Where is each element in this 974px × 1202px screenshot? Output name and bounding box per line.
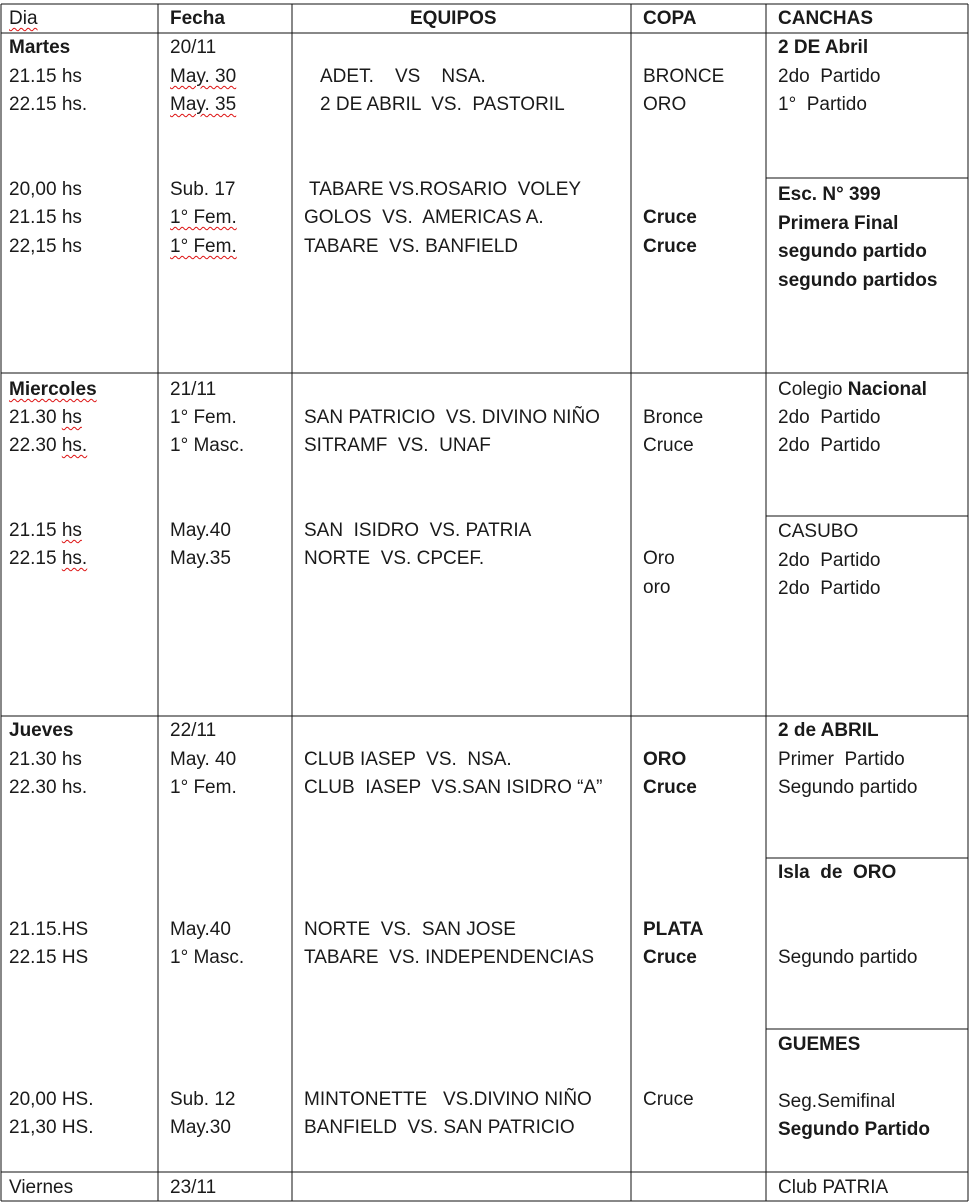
partido: SITRAMF VS. UNAF [304, 435, 491, 456]
copa: ORO [643, 94, 687, 115]
cancha-jueves-3: GUEMES [778, 1034, 861, 1055]
copa: PLATA [643, 919, 704, 940]
partido: NORTE VS. SAN JOSE [304, 919, 516, 940]
hora: 22.15 HS [9, 947, 89, 968]
hora: 22.15 hs. [9, 548, 88, 569]
copa: Cruce [643, 435, 694, 456]
fecha-viernes: 23/11 [170, 1177, 217, 1198]
header-canchas: CANCHAS [778, 8, 873, 29]
dia-miercoles: Miercoles [9, 379, 97, 400]
cancha-linea: 2do Partido [778, 407, 881, 428]
cancha-jueves-1: 2 de ABRIL [778, 720, 879, 741]
hora: 22.30 hs. [9, 777, 88, 798]
categoria: May.40 [170, 520, 231, 541]
categoria: 1° Fem. [170, 777, 237, 798]
cancha-linea: Primera Final [778, 213, 899, 234]
hora: 21,30 HS. [9, 1117, 94, 1138]
categoria: May.30 [170, 1117, 231, 1138]
categoria: 1° Masc. [170, 435, 245, 456]
categoria: May.40 [170, 919, 231, 940]
hora: 21.15 hs [9, 207, 82, 228]
copa: Cruce [643, 777, 697, 798]
cancha-linea: 1° Partido [778, 94, 867, 115]
categoria: 1° Fem. [170, 407, 237, 428]
hora: 22.15 hs. [9, 94, 88, 115]
partido: 2 DE ABRIL VS. PASTORIL [320, 94, 565, 115]
hora: 21.30 hs [9, 407, 82, 428]
categoria: May. 30 [170, 66, 237, 87]
copa: BRONCE [643, 66, 725, 87]
hora: 20,00 HS. [9, 1089, 94, 1110]
categoria: 1° Fem. [170, 207, 237, 228]
cancha-jueves-2: Isla de ORO [778, 862, 897, 883]
cancha-linea: Primer Partido [778, 749, 905, 770]
categoria: Sub. 17 [170, 179, 236, 200]
cancha-linea: 2do Partido [778, 66, 881, 87]
hora: 21.15 hs [9, 66, 82, 87]
cancha-linea: Segundo partido [778, 777, 918, 798]
fecha-jueves: 22/11 [170, 720, 217, 741]
hora: 20,00 hs [9, 179, 82, 200]
categoria: 1° Fem. [170, 236, 237, 257]
cancha-linea: Segundo partido [778, 947, 918, 968]
copa: Cruce [643, 1089, 694, 1110]
partido: SAN ISIDRO VS. PATRIA [304, 520, 532, 541]
categoria: May.35 [170, 548, 231, 569]
categoria: 1° Masc. [170, 947, 245, 968]
hora: 22,15 hs [9, 236, 82, 257]
partido: CLUB IASEP VS. NSA. [304, 749, 512, 770]
cancha-viernes: Club PATRIA [778, 1177, 889, 1198]
partido: ADET. VS NSA. [320, 66, 486, 87]
partido: BANFIELD VS. SAN PATRICIO [304, 1117, 575, 1138]
hora: 21.15 hs [9, 520, 82, 541]
fecha-miercoles: 21/11 [170, 379, 217, 400]
dia-viernes: Viernes [9, 1177, 74, 1198]
hora: 22.30 hs. [9, 435, 88, 456]
partido: SAN PATRICIO VS. DIVINO NIÑO [304, 407, 600, 428]
header-dia: Dia [9, 8, 38, 29]
dia-martes: Martes [9, 37, 71, 58]
partido: NORTE VS. CPCEF. [304, 548, 485, 569]
partido: MINTONETTE VS.DIVINO NIÑO [304, 1089, 592, 1110]
categoria: May. 40 [170, 749, 237, 770]
cancha-linea: Segundo Partido [778, 1119, 930, 1140]
cancha-miercoles-2: CASUBO [778, 521, 859, 542]
categoria: Sub. 12 [170, 1089, 236, 1110]
partido: TABARE VS. INDEPENDENCIAS [304, 947, 594, 968]
dia-jueves: Jueves [9, 720, 74, 741]
copa: Cruce [643, 236, 697, 257]
copa: ORO [643, 749, 687, 770]
cancha-miercoles-1: Colegio Nacional [778, 379, 927, 400]
cancha-linea: 2do Partido [778, 550, 881, 571]
cancha-linea: Seg.Semifinal [778, 1091, 896, 1112]
fecha-martes: 20/11 [170, 37, 217, 58]
cancha-linea: Esc. N° 399 [778, 184, 881, 205]
cancha-linea: segundo partidos [778, 270, 938, 291]
copa: Bronce [643, 407, 704, 428]
cancha-linea: segundo partido [778, 241, 927, 262]
cancha-linea: 2do Partido [778, 435, 881, 456]
copa: Cruce [643, 207, 697, 228]
header-equipos: EQUIPOS [410, 8, 497, 29]
partido: TABARE VS.ROSARIO VOLEY [309, 179, 582, 200]
partido: GOLOS VS. AMERICAS A. [304, 207, 544, 228]
cancha-martes-1: 2 DE Abril [778, 37, 869, 58]
partido: CLUB IASEP VS.SAN ISIDRO “A” [304, 777, 603, 798]
partido: TABARE VS. BANFIELD [304, 236, 518, 257]
copa: oro [643, 577, 671, 598]
categoria: May. 35 [170, 94, 237, 115]
copa: Cruce [643, 947, 697, 968]
copa: Oro [643, 548, 675, 569]
hora: 21.30 hs [9, 749, 82, 770]
hora: 21.15.HS [9, 919, 89, 940]
header-fecha: Fecha [170, 8, 225, 29]
header-copa: COPA [643, 8, 697, 29]
cancha-linea: 2do Partido [778, 578, 881, 599]
